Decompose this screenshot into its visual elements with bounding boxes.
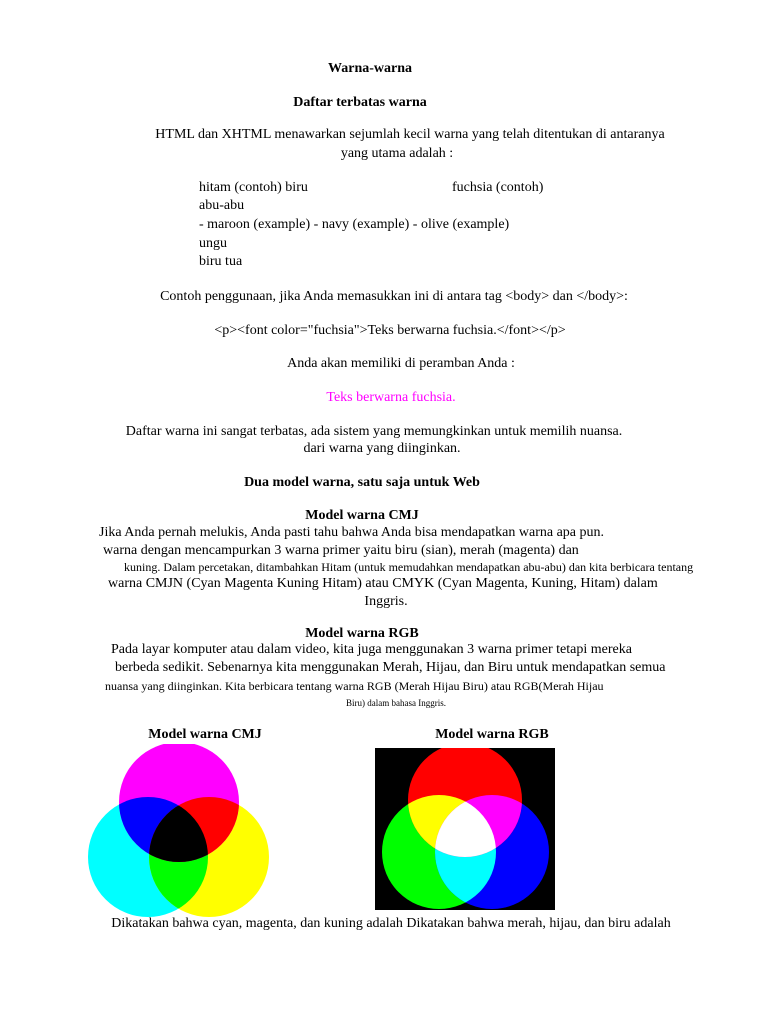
cmj-line-2: warna dengan mencampurkan 3 warna primer yaitu biru (sian), merah (magenta) dan (103, 543, 579, 558)
section-heading-limited-colors: Daftar terbatas warna (293, 95, 427, 110)
color-list-line-4: ungu (199, 236, 227, 251)
intro-line-2: yang utama adalah : (340, 146, 454, 161)
limited-line-2: dari warna yang diinginkan. (303, 441, 461, 456)
rgb-line-2: berbeda sedikit. Sebenarnya kita menggunakan Merah, Hijau, dan Biru untuk mendapatkan semua (115, 660, 666, 675)
rgb-line-1: Pada layar komputer atau dalam video, kita juga menggunakan 3 warna primer tetapi mereka (111, 642, 632, 657)
rgb-heading: Model warna RGB (305, 626, 419, 641)
code-example: <p><font color="fuchsia">Teks berwarna fuchsia.</font></p> (214, 323, 566, 338)
intro-line-1: HTML dan XHTML menawarkan sejumlah kecil warna yang telah ditentukan di antaranya (155, 127, 665, 142)
section-heading-two-models: Dua model warna, satu saja untuk Web (244, 475, 480, 490)
cmj-line-5: Inggris. (364, 594, 408, 609)
rgb-color-diagram (375, 748, 555, 910)
cmj-color-diagram (80, 744, 280, 924)
result-intro: Anda akan memiliki di peramban Anda : (287, 356, 515, 371)
usage-intro: Contoh penggunaan, jika Anda memasukkan ini di antara tag <body> dan </body>: (160, 289, 628, 304)
cmj-line-4: warna CMJN (Cyan Magenta Kuning Hitam) atau CMYK (Cyan Magenta, Kuning, Hitam) dalam (108, 576, 658, 591)
cmj-heading: Model warna CMJ (305, 508, 419, 523)
color-list-line-3: - maroon (example) - navy (example) - olive (example) (199, 217, 510, 232)
limited-line-1: Daftar warna ini sangat terbatas, ada sistem yang memungkinkan untuk memilih nuansa. (125, 424, 623, 439)
rgb-line-3: nuansa yang diinginkan. Kita berbicara tentang warna RGB (Merah Hijau Biru) atau RGB(Merah Hijau (105, 679, 604, 693)
cmj-line-3: kuning. Dalam percetakan, ditambahkan Hitam (untuk memudahkan mendapatkan abu-abu) dan kita berbicara tentang (124, 560, 694, 574)
cmj-figure-caption: Model warna CMJ (148, 727, 262, 742)
color-list-line-2: abu-abu (199, 198, 245, 213)
bottom-caption-line: Dikatakan bahwa cyan, magenta, dan kuning adalah Dikatakan bahwa merah, hijau, dan biru adalah (111, 916, 671, 931)
rgb-line-4: Biru) dalam bahasa Inggris. (346, 698, 446, 708)
cmj-line-1: Jika Anda pernah melukis, Anda pasti tahu bahwa Anda bisa mendapatkan warna apa pun. (99, 525, 605, 540)
fuchsia-text-sample: Teks berwarna fuchsia. (326, 390, 456, 405)
rgb-figure-caption: Model warna RGB (435, 727, 549, 742)
color-list-line-1-left: hitam (contoh) biru (199, 180, 308, 195)
doc-title: Warna-warna (328, 61, 412, 76)
color-list-line-5: biru tua (199, 254, 243, 269)
color-list-line-1-right: fuchsia (contoh) (452, 180, 544, 195)
